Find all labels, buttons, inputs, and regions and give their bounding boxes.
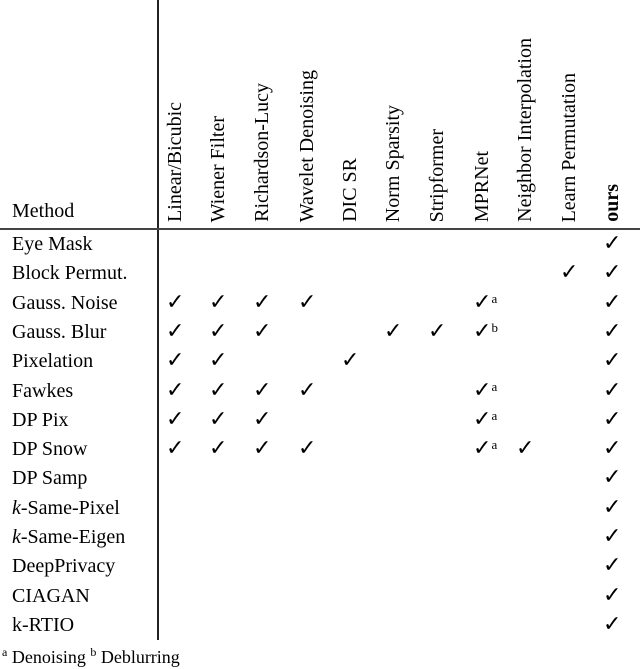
row-label-text: DeepPrivacy: [12, 555, 116, 578]
check-icon: ✓: [603, 582, 622, 608]
column-header: Wiener Filter: [207, 115, 229, 222]
check-icon: ✓: [209, 377, 228, 403]
footnote: $^a$ Denoising $^b$ Deblurring: [2, 645, 180, 667]
check-icon: ✓: [603, 465, 622, 491]
check-icon: ✓: [603, 377, 622, 403]
check-icon: ✓: [209, 348, 228, 374]
row-label: [12, 320, 106, 344]
check-icon: ✓: [603, 260, 622, 286]
row-label: [12, 613, 74, 637]
check-icon: ✓: [603, 494, 622, 520]
row-label-prefix: k: [12, 496, 21, 519]
check-icon: ✓: [603, 524, 622, 549]
check-icon: ✓: [603, 348, 622, 374]
row-label-text: Pixelation: [12, 350, 94, 373]
row-label-text: Block Permut.: [12, 262, 128, 285]
row-label-text: -Same-Eigen: [20, 526, 126, 548]
check-icon: ✓: [560, 260, 579, 286]
check-icon: ✓: [166, 348, 185, 374]
check-icon: ✓: [166, 318, 185, 344]
check-icon: ✓: [428, 318, 447, 344]
row-label-text: Gauss. Noise: [12, 291, 118, 314]
row-label: [12, 554, 115, 578]
check-icon: ✓: [253, 318, 272, 344]
column-header: DIC SR: [339, 158, 361, 222]
column-header: Learn Permutation: [558, 72, 580, 222]
row-label: [12, 261, 128, 285]
row-label: [12, 437, 87, 461]
column-header: MPRNet: [471, 150, 493, 222]
column-header: Linear/Bicubic: [164, 102, 186, 222]
check-icon: ✓$^b$: [473, 318, 498, 344]
check-icon: ✓: [298, 377, 317, 403]
row-label-text: CIAGAN: [12, 584, 90, 607]
check-icon: ✓: [166, 289, 185, 315]
column-header: Norm Sparsity: [382, 104, 404, 222]
header-rule: [0, 228, 640, 230]
column-header: Wavelet Denoising: [296, 69, 318, 222]
vertical-rule: [157, 0, 159, 640]
check-icon: ✓: [209, 436, 228, 462]
row-label: [12, 349, 93, 373]
check-icon: ✓$^a$: [473, 406, 498, 432]
row-label-text: k-RTIO: [12, 613, 75, 636]
check-icon: ✓$^a$: [473, 377, 498, 403]
row-label-text: -Same-Pixel: [20, 496, 120, 519]
check-icon: ✓$^a$: [473, 436, 498, 462]
check-icon: ✓: [603, 611, 622, 637]
row-label: [12, 408, 69, 432]
check-icon: ✓: [253, 289, 272, 315]
check-icon: ✓: [603, 318, 622, 344]
check-icon: ✓: [166, 436, 185, 462]
row-label-prefix: k: [12, 526, 21, 548]
row-label: [12, 379, 73, 403]
check-icon: ✓: [253, 406, 272, 432]
check-icon: ✓: [209, 406, 228, 432]
row-label: [12, 232, 93, 256]
check-icon: ✓: [166, 406, 185, 432]
check-icon: ✓: [209, 318, 228, 344]
row-label: [12, 525, 125, 549]
check-icon: ✓: [253, 377, 272, 403]
row-label: [12, 584, 90, 608]
check-icon: ✓: [516, 436, 535, 462]
check-icon: ✓: [384, 318, 403, 344]
check-icon: ✓: [603, 231, 622, 256]
check-icon: ✓: [253, 436, 272, 462]
column-header: ours: [601, 184, 623, 222]
check-icon: ✓: [603, 406, 622, 432]
check-icon: ✓: [603, 553, 622, 579]
row-label: [12, 466, 87, 490]
row-label-text: DP Snow: [12, 438, 88, 461]
row-label: [12, 496, 120, 520]
check-icon: ✓: [298, 436, 317, 462]
column-header: Stripformer: [426, 128, 448, 222]
check-icon: ✓: [341, 348, 360, 374]
column-header: Neighbor Interpolation: [514, 38, 536, 222]
check-icon: ✓: [209, 289, 228, 315]
column-header: Richardson-Lucy: [251, 83, 273, 222]
method-header: Method: [12, 200, 75, 222]
check-icon: ✓: [603, 436, 622, 462]
row-label-text: Eye Mask: [12, 233, 93, 255]
check-icon: ✓: [166, 377, 185, 403]
row-label-text: Fawkes: [12, 379, 74, 402]
check-icon: ✓: [603, 289, 622, 315]
row-label-text: Gauss. Blur: [12, 320, 107, 343]
row-label-text: DP Pix: [12, 408, 69, 431]
row-label: [12, 291, 118, 315]
check-icon: ✓: [298, 289, 317, 315]
check-icon: ✓$^a$: [473, 289, 498, 315]
row-label-text: DP Samp: [12, 467, 88, 490]
